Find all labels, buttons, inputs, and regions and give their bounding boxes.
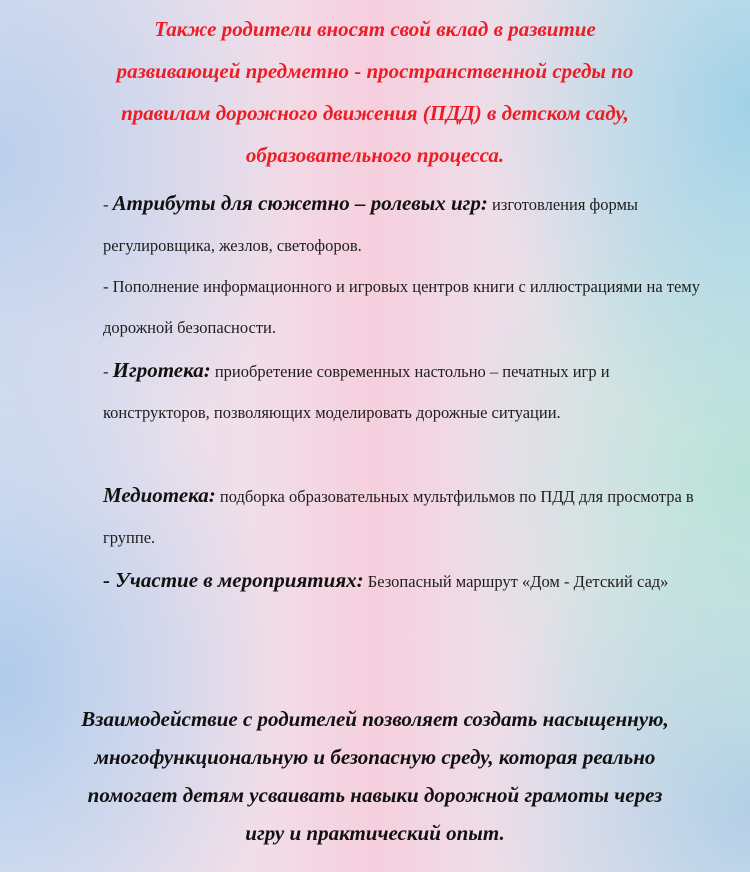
list-item-attributes [103, 183, 703, 266]
item-prefix: - [103, 362, 113, 381]
closing-statement: Взаимодействие с родителей позволяет создать насыщенную, многофункциональную и безопасную среду, которая реально помогает детям усваивать навыки дорожной грамоты через игру и практический опыт. [81, 707, 669, 845]
item-text: приобретение современных настольно – печатных игр и конструкторов, позволяющих моделировать дорожные ситуации. [103, 362, 610, 422]
page-title: Также родители вносят свой вклад в развитие развивающей предметно - пространственной среды по правилам дорожного движения (ПДД) в детском саду, образовательного процесса. [116, 17, 634, 167]
item-lead: Медиотека: [103, 483, 216, 507]
item-text: Пополнение информационного и игровых центров книги с иллюстрациями на тему дорожной безопасности. [103, 277, 701, 337]
item-text: подборка образовательных мультфильмов по ПДД для просмотра в группе. [103, 487, 694, 547]
item-prefix: - [103, 277, 113, 296]
list-item-events [103, 560, 683, 602]
item-text: изготовления формы регулировщика, жезлов, светофоров. [103, 195, 639, 255]
item-prefix: - [103, 195, 113, 214]
list-item-replenishment [103, 266, 703, 348]
item-lead: - Участие в мероприятиях: [103, 568, 364, 592]
list-item-game-library [103, 350, 693, 433]
item-lead: Игротека: [112, 358, 211, 382]
item-text: Безопасный маршрут «Дом - Детский сад» [363, 572, 669, 591]
list-item-media-library [103, 475, 703, 558]
item-lead: Атрибуты для сюжетно – ролевых игр: [112, 191, 488, 215]
